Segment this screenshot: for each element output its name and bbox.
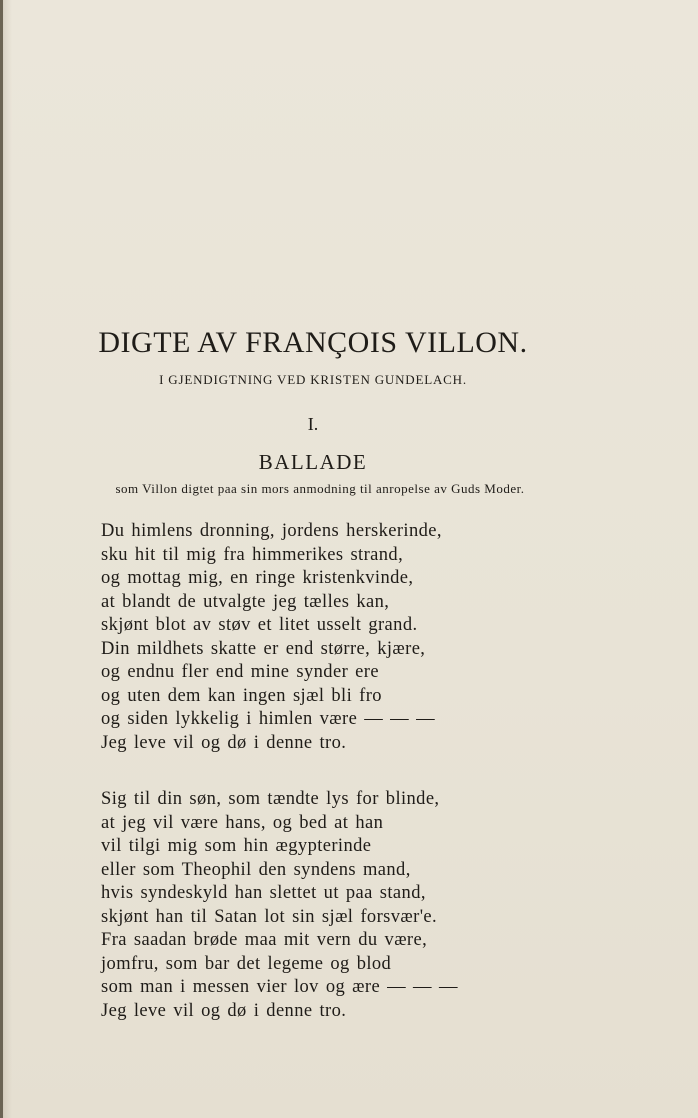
verse-line: sku hit til mig fra himmerikes strand, xyxy=(101,544,404,565)
translator-credit: I GJENDIGTNING VED KRISTEN GUNDELACH. xyxy=(159,372,467,387)
refrain-line: Jeg leve vil og dø i denne tro. xyxy=(101,1000,347,1021)
ballad-dedication: som Villon digtet paa sin mors anmodning til anropelse av Guds Moder. xyxy=(115,481,525,496)
poem-collection-title: DIGTE AV FRANÇOIS VILLON. xyxy=(98,326,528,359)
verse-line: og mottag mig, en ringe kristenkvinde, xyxy=(101,568,414,588)
stanza-1 xyxy=(101,520,541,755)
verse-line: eller som Theophil den syndens mand, xyxy=(101,859,411,880)
verse-line: skjønt blot av støv et litet usselt grand. xyxy=(101,615,418,635)
verse-line: at blandt de utvalgte jeg tælles kan, xyxy=(101,591,390,612)
verse-line: jomfru, som bar det legeme og blod xyxy=(101,953,392,974)
stanza-2 xyxy=(101,788,541,1023)
section-numeral: I. xyxy=(307,414,319,434)
verse-line: at jeg vil være hans, og bed at han xyxy=(101,812,384,833)
verse-line: som man i messen vier lov og ære — — — xyxy=(101,977,458,997)
refrain-line: Jeg leve vil og dø i denne tro. xyxy=(101,732,347,753)
verse-line: hvis syndeskyld han slettet ut paa stand, xyxy=(101,883,426,903)
verse-line: Fra saadan brøde maa mit vern du være, xyxy=(101,930,428,950)
verse-line: vil tilgi mig som hin ægypterinde xyxy=(101,836,372,856)
verse-line: Sig til din søn, som tændte lys for blinde, xyxy=(101,789,440,809)
page-binding-edge xyxy=(0,0,3,1118)
verse-line: Din mildhets skatte er end større, kjære, xyxy=(101,638,426,659)
verse-line: og endnu fler end mine synder ere xyxy=(101,662,379,682)
verse-line: Du himlens dronning, jordens herskerinde, xyxy=(101,521,442,541)
verse-line: og siden lykkelig i himlen være — — — xyxy=(101,709,435,729)
verse-line: og uten dem kan ingen sjæl bli fro xyxy=(101,685,382,706)
verse-line: skjønt han til Satan lot sin sjæl forsvær'e. xyxy=(101,906,438,927)
ballad-heading: BALLADE xyxy=(258,450,368,474)
